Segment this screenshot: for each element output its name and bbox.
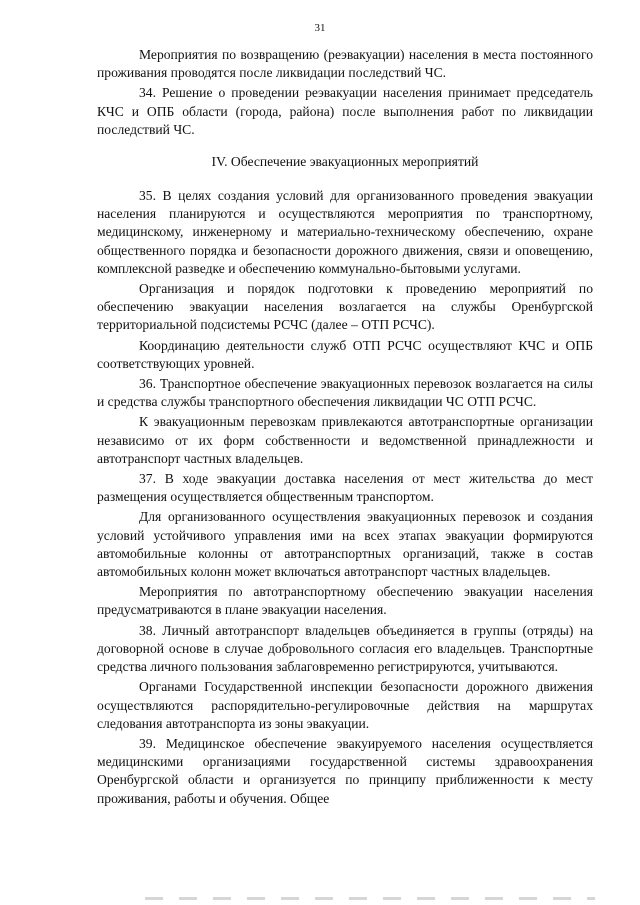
paragraph-39: 39. Медицинское обеспечение эвакуируемого населения осуществляется медицинскими организациями государственной системы здравоохранения Оренбургской области и организуется по принципу приближенности к месту проживания, работы и обучения. Общее [97, 735, 593, 806]
paragraph-transport-organizations: К эвакуационным перевозкам привлекаются автотранспортные организации независимо от их форм собственности и ведомственной принадлежности и автотранспорт частных владельцев. [97, 414, 593, 466]
paragraph-auto-columns: Для организованного осуществления эвакуационных перевозок и создания условий устойчивого управления ими на всех этапах эвакуации формируются автомобильные колонны от автотранспортных организаций, также в состав автомобильных колонн может включаться автотранспорт частных владельцев. [97, 509, 593, 580]
paragraph-35: 35. В целях создания условий для организованного проведения эвакуации населения планируются и осуществляются мероприятия по транспортному, медицинскому, инженерному и материально-техническому обеспечению, охране общественного порядка и безопасности дорожного движения, связи и оповещению, комплексной разведке и обеспечению коммунально-бытовыми услугами. [97, 188, 593, 276]
paragraph-reevacuation-places: Мероприятия по возвращению (реэвакуации) населения в места постоянного проживания проводятся после ликвидации последствий ЧС. [97, 47, 593, 81]
page-number: 31 [314, 22, 326, 34]
paragraph-organization-order: Организация и порядок подготовки к проведению мероприятий по обеспечению эвакуации населения возлагается на службы Оренбургской территориальной подсистемы РСЧС (далее – ОТП РСЧС). [97, 281, 593, 333]
section-title: IV. Обеспечение эвакуационных мероприятий [211, 154, 479, 170]
paragraph-traffic-inspection: Органами Государственной инспекции безопасности дорожного движения осуществляются распорядительно-регулировочные действия на маршрутах следования автотранспорта из зоны эвакуации. [97, 679, 593, 731]
paragraph-36: 36. Транспортное обеспечение эвакуационных перевозок возлагается на силы и средства службы транспортного обеспечения ликвидации ЧС ОТП РСЧС. [97, 376, 593, 410]
paragraph-evacuation-plan: Мероприятия по автотранспортному обеспечению эвакуации населения предусматриваются в плане эвакуации населения. [97, 584, 593, 618]
paragraph-38: 38. Личный автотранспорт владельцев объединяется в группы (отряды) на договорной основе в случае добровольного согласия его владельцев. Транспортные средства личного пользования заблаговременно регистрируются, учитываются. [97, 622, 593, 675]
paragraph-37: 37. В ходе эвакуации доставка населения от мест жительства до мест размещения осуществляется общественным транспортом. [97, 471, 593, 505]
document-body [97, 46, 593, 810]
scan-artifact-strip [145, 897, 595, 900]
paragraph-34: 34. Решение о проведении реэвакуации населения принимает председатель КЧС и ОПБ области (города, района) после выполнения работ по ликвидации последствий ЧС. [97, 85, 593, 137]
paragraph-coordination: Координацию деятельности служб ОТП РСЧС осуществляют КЧС и ОПБ соответствующих уровней. [97, 337, 593, 371]
